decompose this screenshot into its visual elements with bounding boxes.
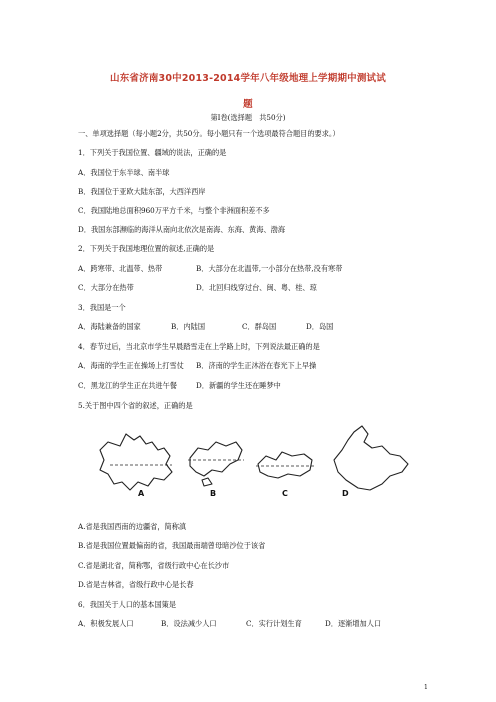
map-a-outline (100, 434, 172, 490)
q6-option-b: B．设法减少人口 (161, 619, 217, 628)
q1-option-b: B．我国位于亚欧大陆东部，大西洋西岸 (78, 187, 206, 196)
map-label-c: C (282, 489, 288, 498)
q5-option-a: A.省是我国西南的边疆省，简称滇 (78, 522, 187, 531)
exam-title-line2: 题 (243, 99, 253, 110)
q5-option-c: C.省是湖北省，简称鄂，省级行政中心在长沙市 (78, 561, 230, 570)
q3-option-a: A．海陆兼备的国家 (78, 322, 141, 331)
q1-stem: 1．下列关于我国位置、疆域的说法，正确的是 (78, 148, 227, 157)
q5-option-d: D.省是吉林省，省级行政中心是长春 (78, 580, 194, 589)
q5-stem: 5.关于图中四个省的叙述，正确的是 (78, 401, 193, 410)
q2-option-a: A．跨寒带、北温带、热带 (78, 264, 163, 273)
q2-stem: 2．下列关于我国地理位置的叙述,正确的是 (78, 244, 215, 253)
q3-option-b: B．内陆国 (171, 322, 206, 331)
q2-option-d: D．北回归线穿过台、闽、粤、桂、琼 (196, 283, 317, 292)
instructions: 一、单项选择题（每小题2分，共50分。每小题只有一个选项最符合题目的要求。） (78, 129, 340, 138)
q3-option-c: C．群岛国 (242, 322, 277, 331)
q4-option-b: B．济南的学生正沐浴在春光下上早操 (196, 361, 317, 370)
q3-option-d: D．岛国 (306, 322, 334, 331)
province-outline-maps (90, 420, 420, 504)
q2-option-b: B．大部分在北温带,一小部分在热带,没有寒带 (196, 264, 343, 273)
q4-option-d: D．新疆的学生还在睡梦中 (196, 381, 281, 390)
q3-stem: 3．我国是一个 (78, 303, 126, 312)
q6-option-a: A．积极发展人口 (78, 619, 134, 628)
q1-option-c: C．我国陆地总面积960万平方千米，与整个非洲面积差不多 (78, 206, 270, 215)
q4-option-c: C．黑龙江的学生正在共进午餐 (78, 381, 177, 390)
map-label-a: A (138, 489, 145, 498)
exam-title-line1: 山东省济南30中2013-2014学年八年级地理上学期期中测试试 (110, 73, 386, 84)
q1-option-d: D．我国东部濒临的海洋从南向北依次是南海、东海、黄海、渤海 (78, 225, 286, 234)
q6-stem: 6．我国关于人口的基本国策是 (78, 600, 177, 609)
q6-option-d: D．逐渐增加人口 (325, 619, 382, 628)
map-d-outline (334, 426, 408, 490)
q4-stem: 4．春节过后，当北京市学生早晨踏雪走在上学路上时，下列说法最正确的是 (78, 342, 320, 351)
map-label-b: B (210, 489, 217, 498)
q5-option-b: B.省是我国位置最偏南的省，我国最南端曾母暗沙位于该省 (78, 541, 266, 550)
q1-option-a: A．我国位于东半球、南半球 (78, 168, 170, 177)
map-b-outline (190, 442, 242, 476)
q2-option-c: C．大部分在热带 (78, 283, 134, 292)
map-label-d: D (342, 489, 349, 498)
page-number: 1 (424, 684, 428, 691)
q6-option-c: C．实行计划生育 (246, 619, 302, 628)
section-heading: 第Ⅰ卷(选择题 共50分) (210, 113, 286, 122)
map-c-outline (258, 452, 312, 478)
q4-option-a: A．海南的学生正在操场上打雪仗 (78, 361, 184, 370)
